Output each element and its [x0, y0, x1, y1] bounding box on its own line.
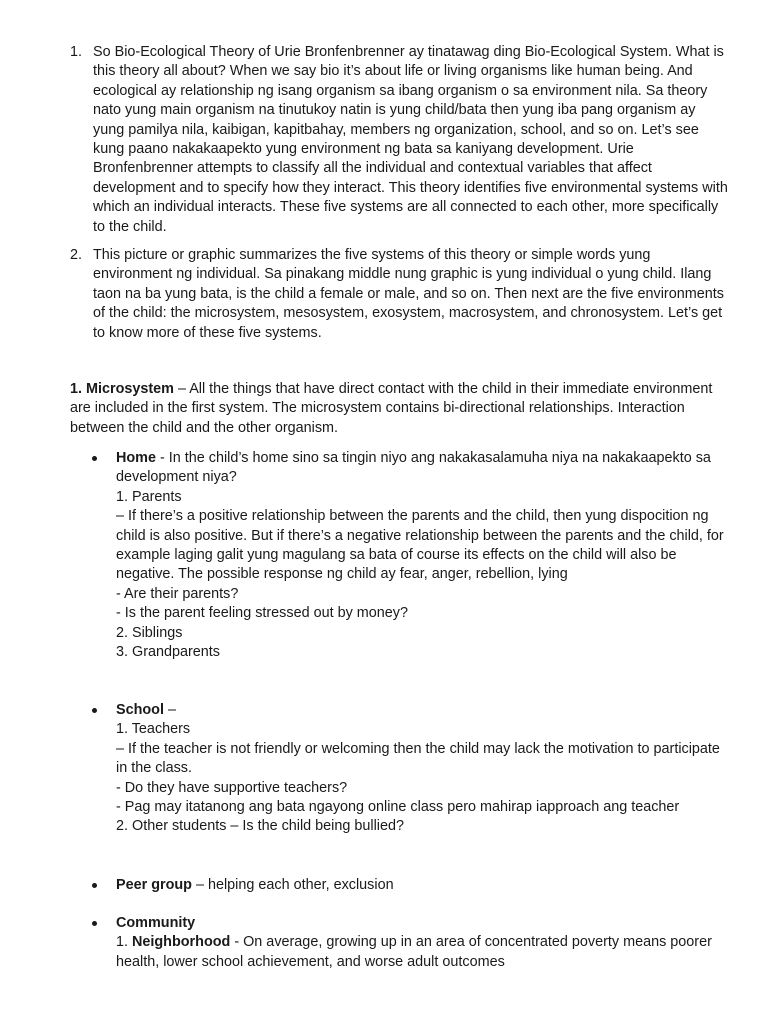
bullet-home: [92, 449, 732, 662]
list-number: 1.: [70, 44, 83, 60]
paragraph-text: So Bio-Ecological Theory of Urie Bronfenbrenner ay tinatawag ding Bio-Ecological System. What is this theory all about? When we say bio it’s about life or living organisms like human being. And ecological ay relationship ng isang organism sa ibang organism o sa environment nila. Sa theory nato yung main organism na tinutukoy natin is yung child/bata then yung iba pang organism ay yung pamilya nila, kaibigan, kapitbahay, members ng organization, school, and so on. Let’s see kung paano nakakaapekto yung environment ng bata sa kaniyang development. Urie Bronfenbrenner attempts to classify all the individual and contextual variables that affect development and to specify how they interact. This theory identifies five environmental systems with which an individual interacts. These five systems are all connected to each other, more specifically to the child.: [93, 44, 728, 235]
numbered-paragraph: [70, 246, 730, 343]
bullet-icon: [92, 921, 97, 926]
bullet-title: School: [116, 702, 164, 718]
bullet-line: – If there’s a positive relationship between the parents and the child, then yung dispocition ng child is also positive. But if there’s a negative relationship between the parents and the child, for example laging galit yung magulang sa bata of course its effects on the child will also be negative. The possible response ng child ay fear, anger, rebellion, lying: [116, 508, 724, 583]
bullet-community: [92, 914, 732, 972]
bullet-line: – If the teacher is not friendly or welcoming then the child may lack the motivation to participate in the class.: [116, 740, 720, 777]
subitem-title: Neighborhood: [132, 934, 231, 951]
bullet-lead: [116, 449, 732, 488]
bullet-lead: [116, 701, 732, 720]
list-number: 2.: [70, 247, 83, 263]
bullet-line: - Pag may itatanong ang bata ngayong online class pero mahirap iapproach ang teacher: [116, 799, 680, 816]
bullet-line: 1. Parents: [116, 488, 182, 505]
bullet-text: – helping each other, exclusion: [191, 877, 394, 893]
bullet-line: 2. Siblings: [116, 624, 183, 641]
bullet-intro: - In the child’s home sino sa tingin niyo ang nakakasalamuha niya na nakakaapekto sa development niya?: [116, 450, 711, 486]
bullet-line: 1. Teachers: [116, 721, 191, 738]
bullet-lead: [116, 914, 732, 933]
bullet-subitem: [116, 933, 732, 972]
section-text: – All the things that have direct contact with the child in their immediate environment are included in the first system. The microsystem contains bi-directional relationships. Interaction between the child and the other organism.: [70, 381, 713, 436]
bullet-title: Community: [116, 915, 196, 931]
bullet-suffix: –: [163, 702, 176, 718]
paragraph-text: This picture or graphic summarizes the five systems of this theory or simple words yung environment ng individual. Sa pinakang middle nung graphic is yung individual o yung child. Ilang taon na ba yung bata, is the child a female or male, and so on. Then next are the five environments of the child: the microsystem, mesosystem, exosystem, macrosystem, and chronosystem. Let’s get to know more of these five systems.: [93, 247, 724, 341]
bullet-peer-group: [92, 876, 732, 895]
bullet-icon: [92, 456, 97, 461]
bullet-line: - Is the parent feeling stressed out by money?: [116, 605, 408, 622]
bullet-school: [92, 701, 732, 837]
bullet-line: 3. Grandparents: [116, 644, 220, 661]
numbered-paragraph: [70, 43, 730, 237]
subitem-prefix: 1.: [116, 934, 132, 951]
bullet-title: Home: [116, 450, 156, 466]
subitem-text: - On average, growing up in an area of concentrated poverty means poorer health, lower school achievement, and worse adult outcomes: [116, 934, 712, 970]
bullet-icon: [92, 883, 97, 888]
bullet-icon: [92, 708, 97, 713]
microsystem-section: [70, 380, 730, 438]
bullet-line: - Are their parents?: [116, 585, 239, 602]
bullet-line: - Do they have supportive teachers?: [116, 779, 348, 796]
bullet-line: 2. Other students – Is the child being bullied?: [116, 818, 404, 835]
bullet-title: Peer group: [116, 877, 192, 893]
section-heading: 1. Microsystem: [70, 381, 174, 397]
